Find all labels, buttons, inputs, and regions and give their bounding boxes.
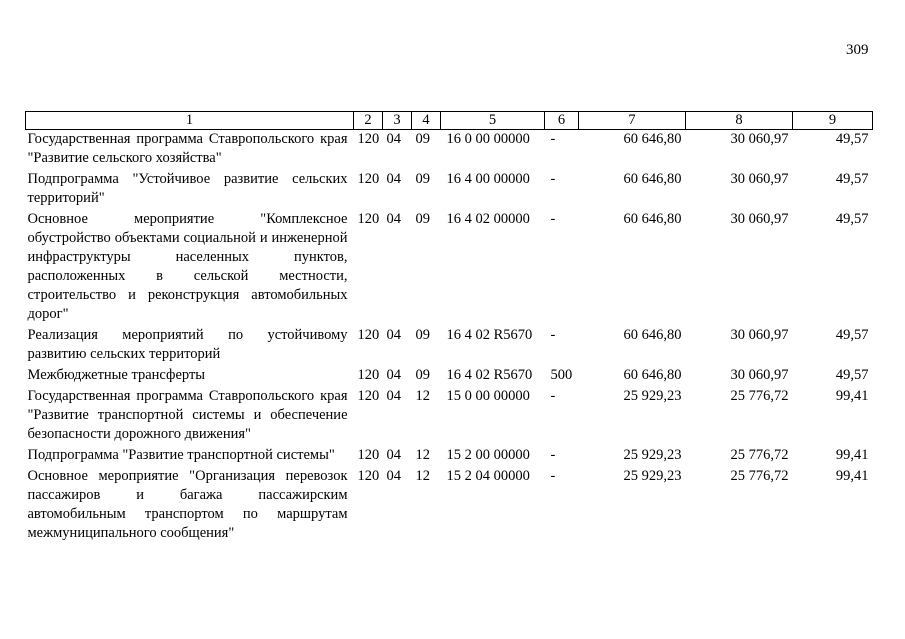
header-row [26,112,873,130]
row-col-8: 30 060,97 [730,171,789,187]
table-row [26,130,873,170]
table-row [26,365,873,386]
row-col-4: 12 [415,468,430,484]
row-col-3: 04 [386,131,401,147]
row-col-2: 120 [357,447,380,463]
row-col-7: 60 646,80 [623,171,682,187]
row-col-6: - [550,468,556,484]
row-col-8: 25 776,72 [730,468,789,484]
row-col-4: 09 [415,327,430,343]
row-col-7: 60 646,80 [623,131,682,147]
row-col-5: 15 2 00 00000 [446,447,530,463]
row-col-9: 49,57 [835,367,869,383]
row-col-5: 16 4 02 R5670 [446,327,533,343]
row-col-5: 16 0 00 00000 [446,131,530,147]
row-col-7: 25 929,23 [623,447,682,463]
table-row [26,209,873,325]
row-col-5: 16 4 00 00000 [446,171,530,187]
row-col-6: - [550,171,556,187]
row-name-cell: Основное мероприятие "Организация перевозок пассажиров и багажа пассажирским автомобильным транспортом по маршрутам межмуниципального сообщения" [27,468,348,541]
row-col-4: 12 [415,447,430,463]
row-col-2: 120 [357,131,380,147]
header-col-1: 1 [26,112,354,130]
row-col-2: 120 [357,468,380,484]
row-col-3: 04 [386,468,401,484]
row-col-6: - [550,388,556,404]
row-col-3: 04 [386,327,401,343]
row-col-6: 500 [550,367,573,383]
row-col-6: - [550,447,556,463]
row-col-8: 25 776,72 [730,388,789,404]
table-body [26,130,873,545]
row-col-7: 25 929,23 [623,468,682,484]
row-col-4: 12 [415,388,430,404]
row-col-3: 04 [386,211,401,227]
row-col-3: 04 [386,388,401,404]
row-col-4: 09 [415,211,430,227]
header-col-6: 6 [545,112,579,130]
row-col-2: 120 [357,367,380,383]
row-col-9: 99,41 [835,388,869,404]
header-col-4: 4 [412,112,441,130]
row-col-7: 60 646,80 [623,367,682,383]
header-col-5: 5 [441,112,545,130]
page-number: 309 [846,42,869,58]
row-col-8: 30 060,97 [730,367,789,383]
row-col-5: 16 4 02 R5670 [446,367,533,383]
row-col-4: 09 [415,171,430,187]
row-col-2: 120 [357,327,380,343]
header-col-8: 8 [686,112,793,130]
row-col-2: 120 [357,171,380,187]
row-col-4: 09 [415,367,430,383]
row-col-7: 25 929,23 [623,388,682,404]
row-name-cell: Подпрограмма "Развитие транспортной системы" [27,447,335,463]
row-col-8: 30 060,97 [730,211,789,227]
row-name-cell: Межбюджетные трансферты [27,367,206,383]
table-header [26,112,873,130]
row-col-9: 49,57 [835,327,869,343]
row-name-cell: Реализация мероприятий по устойчивому развитию сельских территорий [27,327,348,362]
row-col-6: - [550,327,556,343]
table-row [26,466,873,544]
header-col-2: 2 [354,112,383,130]
row-col-2: 120 [357,388,380,404]
row-name-cell: Подпрограмма "Устойчивое развитие сельских территорий" [27,171,348,206]
row-col-8: 30 060,97 [730,327,789,343]
row-col-7: 60 646,80 [623,211,682,227]
row-col-8: 25 776,72 [730,447,789,463]
header-col-9: 9 [793,112,873,130]
row-col-5: 15 0 00 00000 [446,388,530,404]
row-col-5: 16 4 02 00000 [446,211,530,227]
row-col-9: 99,41 [835,447,869,463]
table-row [26,386,873,445]
row-col-2: 120 [357,211,380,227]
row-col-9: 49,57 [835,171,869,187]
row-col-3: 04 [386,447,401,463]
header-col-7: 7 [579,112,686,130]
row-col-3: 04 [386,367,401,383]
table-row [26,169,873,209]
row-col-9: 49,57 [835,211,869,227]
row-name-cell: Государственная программа Ставропольского края "Развитие сельского хозяйства" [27,131,348,166]
row-col-7: 60 646,80 [623,327,682,343]
table-row [26,445,873,466]
budget-table [25,111,873,544]
row-col-9: 99,41 [835,468,869,484]
row-name-cell: Основное мероприятие "Комплексное обустройство объектами социальной и инженерной инфраструктуры населенных пунктов, расположенных в сельской местности, строительство и реконструкция автомобильных дорог" [27,211,348,322]
row-col-9: 49,57 [835,131,869,147]
row-col-8: 30 060,97 [730,131,789,147]
table-row [26,325,873,365]
row-col-3: 04 [386,171,401,187]
row-col-6: - [550,131,556,147]
header-col-3: 3 [383,112,412,130]
row-col-5: 15 2 04 00000 [446,468,530,484]
row-col-4: 09 [415,131,430,147]
row-col-6: - [550,211,556,227]
row-name-cell: Государственная программа Ставропольского края "Развитие транспортной системы и обеспечение безопасности дорожного движения" [27,388,348,442]
